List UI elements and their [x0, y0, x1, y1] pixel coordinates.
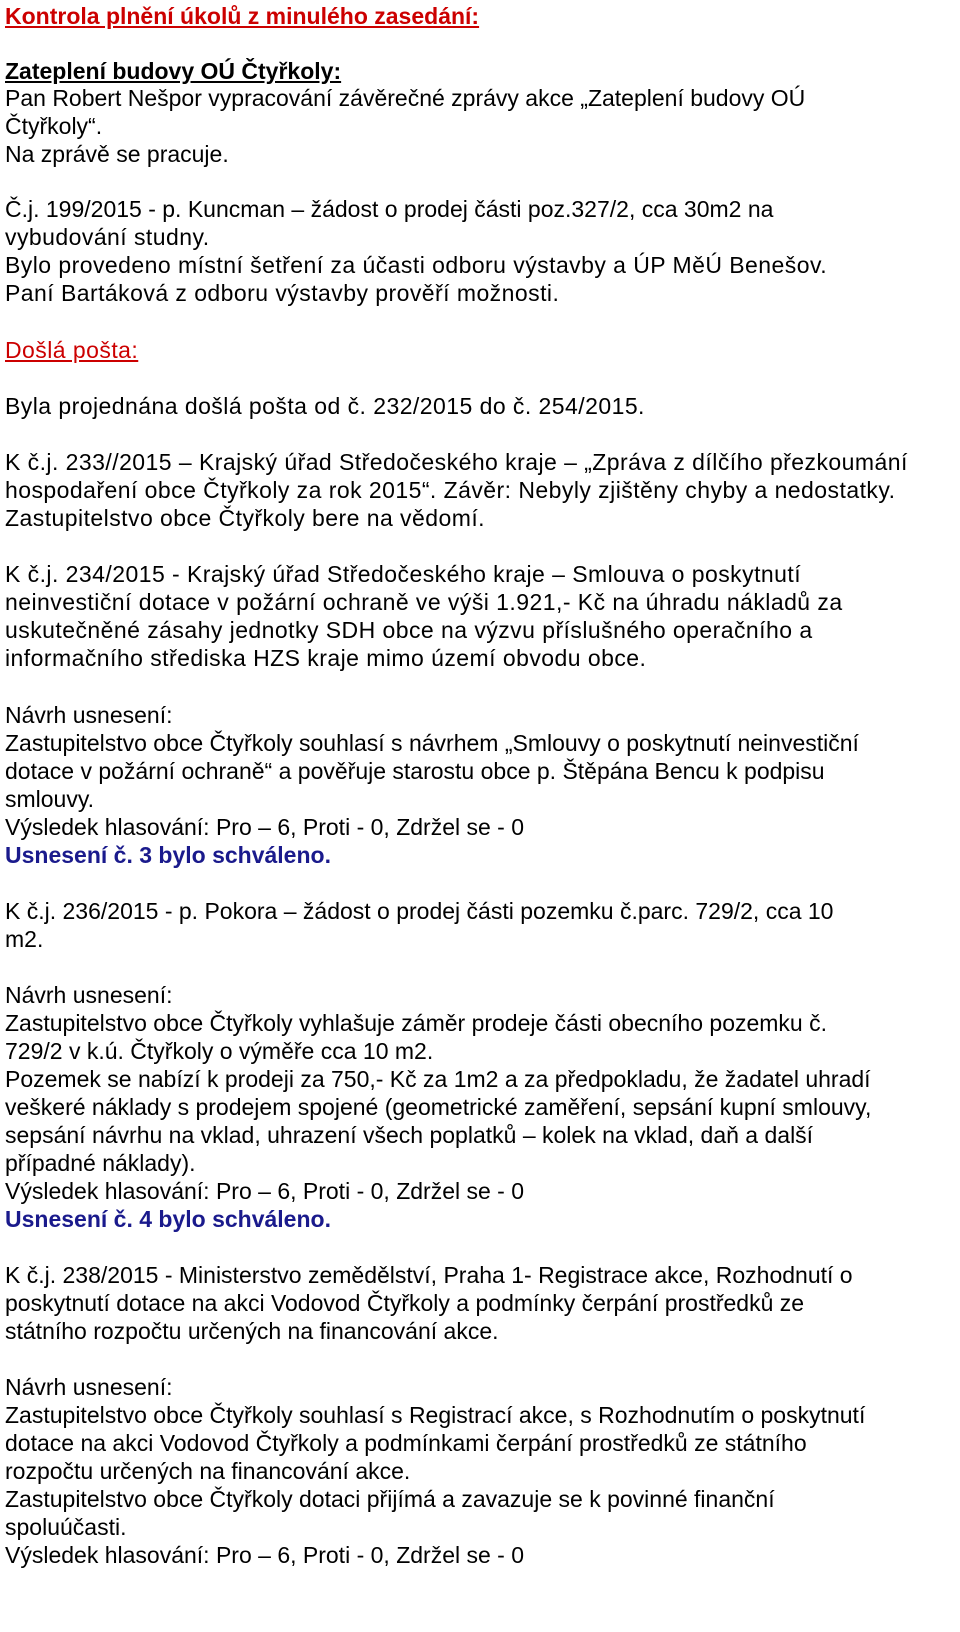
- text-line: spoluúčasti.: [5, 1514, 127, 1540]
- text-line: Č.j. 199/2015 - p. Kuncman – žádost o prodej části poz.327/2, cca 30m2 na: [5, 196, 774, 222]
- vote-result: Výsledek hlasování: Pro – 6, Proti - 0, Zdržel se - 0: [5, 814, 525, 840]
- text-line: dotace v požární ochraně“ a pověřuje starostu obce p. Štěpána Bencu k podpisu: [5, 758, 825, 784]
- text-line: Zastupitelstvo obce Čtyřkoly souhlasí s Registrací akce, s Rozhodnutím o poskytnutí: [5, 1402, 866, 1428]
- text-line: Paní Bartáková z odboru výstavby prověří možnosti.: [5, 280, 560, 306]
- text-line: veškeré náklady s prodejem spojené (geometrické zaměření, sepsání kupní smlouvy,: [5, 1094, 872, 1120]
- text-line: dotace na akci Vodovod Čtyřkoly a podmínkami čerpání prostředků ze státního: [5, 1430, 807, 1456]
- text-line: Na zprávě se pracuje.: [5, 141, 229, 167]
- text-line: Pan Robert Nešpor vypracování závěrečné zprávy akce „Zateplení budovy OÚ: [5, 85, 806, 111]
- resolution-approved: Usnesení č. 4 bylo schváleno.: [5, 1206, 331, 1232]
- text-line: 729/2 v k.ú. Čtyřkoly o výměře cca 10 m2.: [5, 1038, 434, 1064]
- text-line: rozpočtu určených na financování akce.: [5, 1458, 411, 1484]
- text-line: informačního střediska HZS kraje mimo území obvodu obce.: [5, 645, 647, 671]
- text-line: Byla projednána došlá pošta od č. 232/2015 do č. 254/2015.: [5, 393, 645, 419]
- vote-result: Výsledek hlasování: Pro – 6, Proti - 0, Zdržel se - 0: [5, 1178, 525, 1204]
- section-heading-task-review: Kontrola plnění úkolů z minulého zasedání:: [5, 3, 480, 29]
- vote-result: Výsledek hlasování: Pro – 6, Proti - 0, Zdržel se - 0: [5, 1542, 525, 1568]
- text-line: Zastupitelstvo obce Čtyřkoly souhlasí s návrhem „Smlouvy o poskytnutí neinvestiční: [5, 730, 859, 756]
- text-line: vybudování studny.: [5, 224, 210, 250]
- section-heading-incoming-mail: Došlá pošta:: [5, 337, 139, 363]
- text-line: K č.j. 234/2015 - Krajský úřad Středočeského kraje – Smlouva o poskytnutí: [5, 561, 802, 587]
- text-line: poskytnutí dotace na akci Vodovod Čtyřkoly a podmínky čerpání prostředků ze: [5, 1290, 805, 1316]
- text-line: K č.j. 236/2015 - p. Pokora – žádost o prodej části pozemku č.parc. 729/2, cca 10: [5, 898, 834, 924]
- text-line: K č.j. 233//2015 – Krajský úřad Středočeského kraje – „Zpráva z dílčího přezkoumání: [5, 449, 908, 475]
- text-line: smlouvy.: [5, 786, 95, 812]
- text-line: Bylo provedeno místní šetření za účasti odboru výstavby a ÚP MěÚ Benešov.: [5, 252, 828, 278]
- resolution-proposal-label: Návrh usnesení:: [5, 702, 173, 728]
- resolution-approved: Usnesení č. 3 bylo schváleno.: [5, 842, 331, 868]
- text-line: K č.j. 238/2015 - Ministerstvo zemědělství, Praha 1- Registrace akce, Rozhodnutí o: [5, 1262, 853, 1288]
- text-line: případné náklady).: [5, 1150, 196, 1176]
- text-line: Čtyřkoly“.: [5, 113, 103, 139]
- text-line: uskutečněné zásahy jednotky SDH obce na výzvu příslušného operačního a: [5, 617, 813, 643]
- subheading-insulation: Zateplení budovy OÚ Čtyřkoly:: [5, 58, 342, 84]
- text-line: Zastupitelstvo obce Čtyřkoly dotaci přijímá a zavazuje se k povinné finanční: [5, 1486, 775, 1512]
- text-line: Zastupitelstvo obce Čtyřkoly bere na vědomí.: [5, 505, 486, 531]
- resolution-proposal-label: Návrh usnesení:: [5, 1374, 173, 1400]
- text-line: m2.: [5, 926, 44, 952]
- text-line: sepsání návrhu na vklad, uhrazení všech poplatků – kolek na vklad, daň a další: [5, 1122, 814, 1148]
- text-line: státního rozpočtu určených na financování akce.: [5, 1318, 499, 1344]
- text-line: neinvestiční dotace v požární ochraně ve výši 1.921,- Kč na úhradu nákladů za: [5, 589, 843, 615]
- text-line: hospodaření obce Čtyřkoly za rok 2015“. Závěr: Nebyly zjištěny chyby a nedostatky.: [5, 477, 896, 503]
- text-line: Pozemek se nabízí k prodeji za 750,- Kč za 1m2 a za předpokladu, že žadatel uhradí: [5, 1066, 871, 1092]
- resolution-proposal-label: Návrh usnesení:: [5, 982, 173, 1008]
- text-line: Zastupitelstvo obce Čtyřkoly vyhlašuje záměr prodeje části obecního pozemku č.: [5, 1010, 828, 1036]
